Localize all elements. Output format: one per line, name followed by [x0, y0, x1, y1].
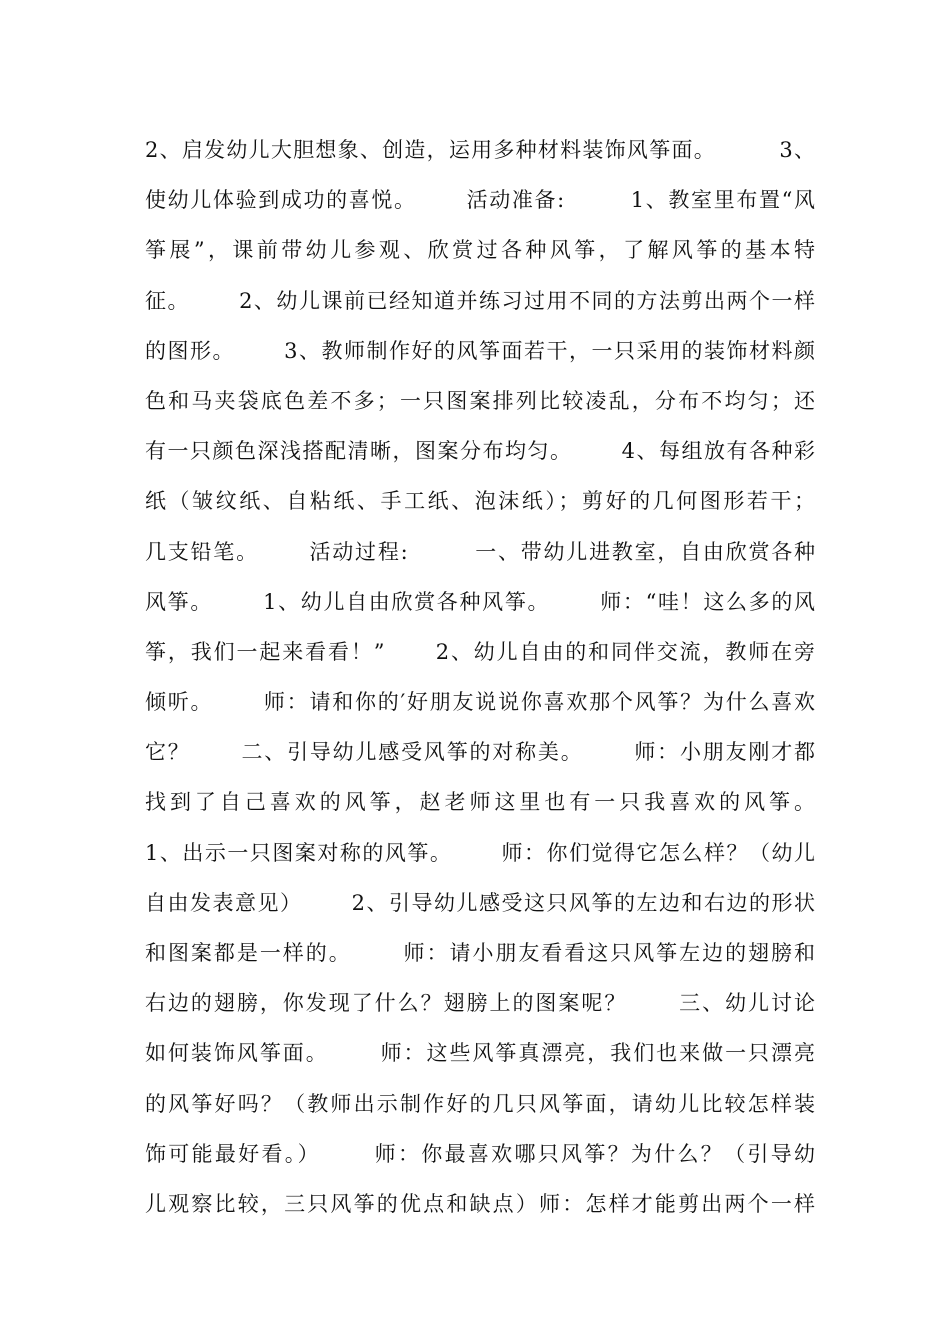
text-line: 的风筝好吗？（教师出示制作好的几只风筝面，请幼儿比较怎样装 — [145, 1091, 815, 1116]
text-line: 筝，我们一起来看看！” 2、幼儿自由的和同伴交流，教师在旁 — [145, 639, 815, 664]
text-line: 2、启发幼儿大胆想象、创造，运用多种材料装饰风筝面。 3、 — [145, 138, 815, 162]
text-line: 色和马夹袋底色差不多；一只图案排列比较凌乱，分布不均匀；还 — [145, 388, 815, 413]
text-line: 筝展”，课前带幼儿参观、欣赏过各种风筝，了解风筝的基本特 — [145, 238, 815, 263]
text-line: 有一只颜色深浅搭配清晰，图案分布均匀。 4、每组放有各种彩 — [145, 439, 815, 464]
text-line: 1、出示一只图案对称的风筝。 师：你们觉得它怎么样？（幼儿 — [145, 840, 815, 865]
text-line: 倾听。 师：请和你的′好朋友说说你喜欢那个风筝？为什么喜欢 — [145, 690, 815, 715]
text-line: 找到了自己喜欢的风筝，赵老师这里也有一只我喜欢的风筝。 — [145, 790, 815, 815]
text-line: 纸（皱纹纸、自粘纸、手工纸、泡沫纸）；剪好的几何图形若干； — [145, 489, 815, 514]
text-line: 征。 2、幼儿课前已经知道并练习过用不同的方法剪出两个一样 — [145, 288, 815, 313]
text-line: 和图案都是一样的。 师：请小朋友看看这只风筝左边的翅膀和 — [145, 941, 815, 965]
body-text — [145, 125, 815, 1229]
text-line: 右边的翅膀，你发现了什么？翅膀上的图案呢？ 三、幼儿讨论 — [145, 991, 815, 1016]
text-line: 自由发表意见） 2、引导幼儿感受这只风筝的左边和右边的形状 — [145, 890, 815, 915]
text-line: 风筝。 1、幼儿自由欣赏各种风筝。 师：“哇！这么多的风 — [145, 589, 815, 614]
text-line: 使幼儿体验到成功的喜悦。 活动准备: 1、教室里布置“风 — [145, 188, 815, 213]
text-line: 饰可能最好看。） 师：你最喜欢哪只风筝？为什么？（引导幼 — [145, 1141, 815, 1166]
text-line: 它？ 二、引导幼儿感受风筝的对称美。 师：小朋友刚才都 — [145, 740, 815, 765]
text-line: 的图形。 3、教师制作好的风筝面若干，一只采用的装饰材料颜 — [145, 338, 815, 363]
text-line: 如何装饰风筝面。 师：这些风筝真漂亮，我们也来做一只漂亮 — [145, 1041, 815, 1066]
text-line: 儿观察比较，三只风筝的优点和缺点）师：怎样才能剪出两个一样 — [145, 1191, 815, 1216]
text-line: 几支铅笔。 活动过程: 一、带幼儿进教室，自由欣赏各种 — [145, 539, 815, 564]
